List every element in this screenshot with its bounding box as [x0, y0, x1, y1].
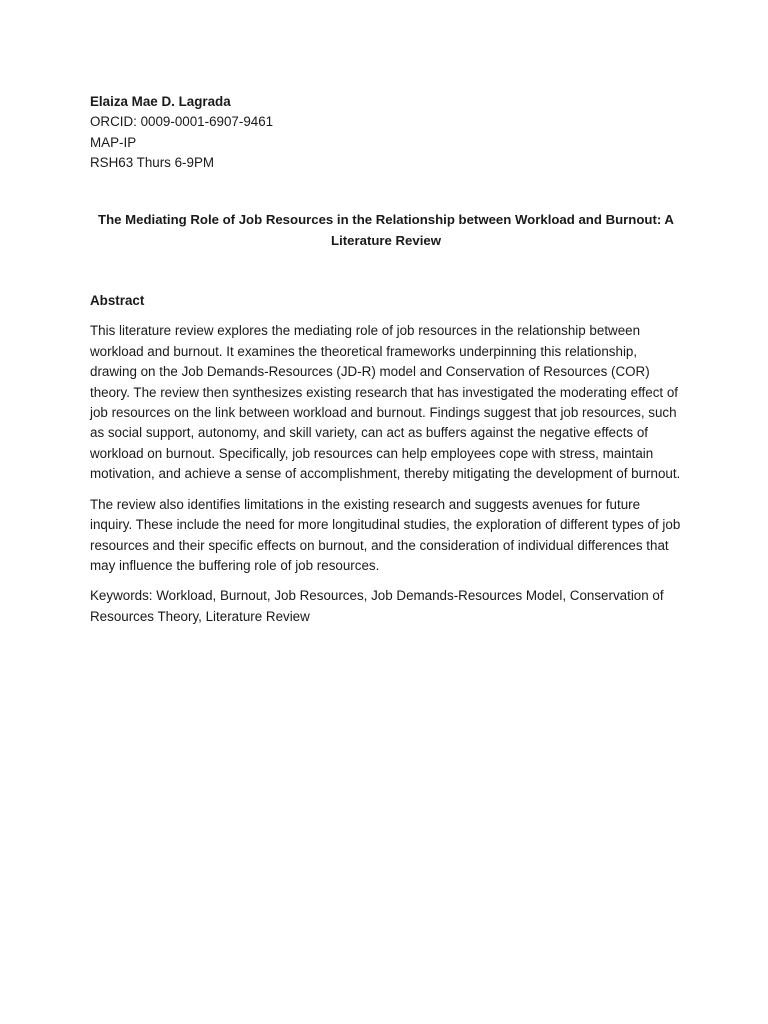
paper-title: The Mediating Role of Job Resources in the Relationship between Workload and Burnout: A Literature Review	[98, 211, 674, 248]
document-content	[90, 92, 682, 627]
author-info-block	[90, 92, 682, 174]
abstract-paragraph-2: The review also identifies limitations in the existing research and suggests avenues for future inquiry. These include the need for more longitudinal studies, the exploration of different types of job resources and their specific effects on burnout, and the consideration of individual differences that may influence the buffering role of job resources.	[90, 496, 681, 573]
abstract-paragraph-1: This literature review explores the mediating role of job resources in the relationship between workload and burnout. It examines the theoretical frameworks underpinning this relationship, drawing on the Job Demands-Resources (JD-R) model and Conservation of Resources (COR) theory. The review then synthesizes existing research that has investigated the moderating effect of job resources on the link between workload and burnout. Findings suggest that job resources, such as social support, autonomy, and skill variety, can act as buffers against the negative effects of workload on burnout. Specifically, job resources can help employees cope with stress, maintain motivation, and achieve a sense of accomplishment, thereby mitigating the development of burnout.	[90, 323, 681, 482]
abstract-heading: Abstract	[90, 293, 145, 309]
author-section: RSH63 Thurs 6-9PM	[90, 155, 215, 171]
author-orcid: ORCID: 0009-0001-6907-9461	[90, 114, 274, 130]
author-program: MAP-IP	[90, 134, 137, 150]
keywords-line: Keywords: Workload, Burnout, Job Resources, Job Demands-Resources Model, Conservation of Resources Theory, Literature Review	[90, 588, 664, 624]
author-name: Elaiza Mae D. Lagrada	[90, 94, 231, 109]
